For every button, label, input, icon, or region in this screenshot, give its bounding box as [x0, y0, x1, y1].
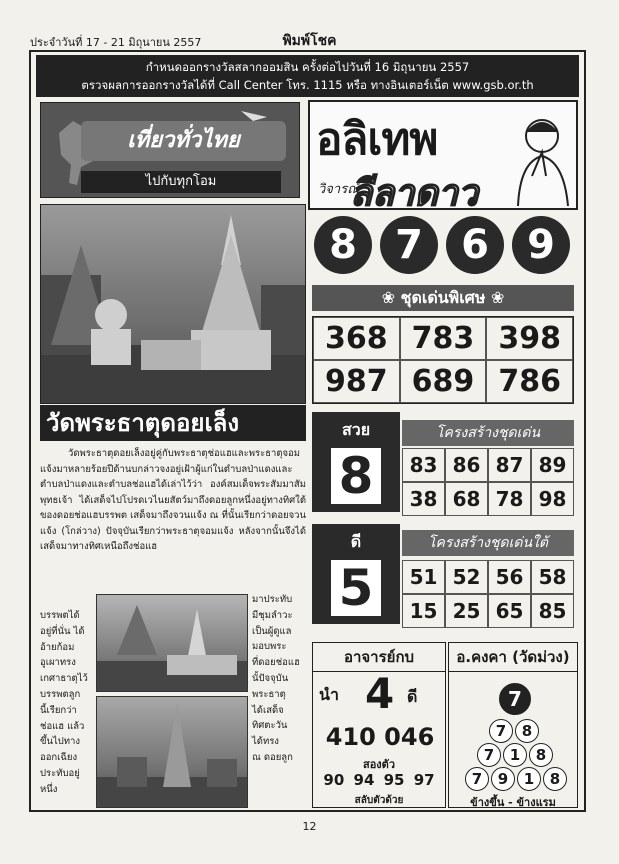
- temple-photo-small-2: [96, 696, 248, 808]
- pyramid-digit: 7: [477, 743, 501, 767]
- banner-line-2: ตรวจผลการออกรางวัลได้ที่ Call Center โทร. 1115 หรือ ทางอินเตอร์เน็ต www.gsb.or.th: [81, 78, 534, 92]
- pyramid-digit: 9: [491, 767, 515, 791]
- pagoda-illustration-small: [97, 595, 248, 692]
- master-right-box: [448, 642, 578, 808]
- article-title: วัดพระธาตุดอยเล็ง: [40, 405, 306, 441]
- swap-note: สลับตัวด้วย: [354, 795, 404, 806]
- column-right-line: เป็นผู้ดูแล: [252, 625, 292, 637]
- bottom-digit: 5: [331, 560, 381, 616]
- column-left-line: ประทับอยู่: [40, 767, 80, 779]
- bottom-structure-header: โครงสร้างชุดเด่นใต้: [402, 530, 574, 556]
- good-label: ดี: [407, 687, 418, 706]
- column-left-line: อ้ายก้อม: [40, 641, 75, 653]
- column-right-line: นั้ปัจจุบัน: [252, 672, 289, 684]
- bottom-number: 51: [402, 560, 445, 594]
- bottom-number: 58: [531, 560, 574, 594]
- brand-small: วิจารณ์: [318, 182, 360, 197]
- column-right-line: ณ ดอยลูก: [252, 751, 293, 763]
- column-right-line: มอบพระ: [252, 641, 287, 653]
- top-structure-grid: [402, 448, 574, 516]
- brand-sub: ลีลาดาว: [350, 173, 479, 214]
- brand-box: [308, 100, 578, 214]
- bottom-number: 15: [402, 594, 445, 628]
- column-left-line: อยู่ที่นั่น ได้: [40, 625, 85, 637]
- flower-icon: ❀: [485, 288, 505, 307]
- master-left-box: [312, 642, 446, 808]
- column-left-line: นี้เรียกว่า: [40, 704, 77, 716]
- column-right-line: ได้เสด็จ: [252, 704, 284, 716]
- top-number: 89: [531, 448, 574, 482]
- bottom-number: 25: [445, 594, 488, 628]
- column-left-line: ช่อแฮ แล้ว: [40, 720, 85, 732]
- bottom-number: 52: [445, 560, 488, 594]
- article-column-right: [252, 592, 306, 766]
- temple-photo-small-1: [96, 594, 248, 692]
- top-digit: 8: [331, 448, 381, 504]
- top-number: 83: [402, 448, 445, 482]
- pyramid-digit: 7: [465, 767, 489, 791]
- lucky-digit: 9: [512, 216, 570, 274]
- travel-subtitle: ไปกับทุกโอม: [81, 171, 281, 193]
- article-paragraph: วัดพระธาตุดอยเล็งอยู่คู่กับพระธาตุช่อแฮและพระธาตุจอมแจ้งมาหลายร้อยปีด้านบกล่าวจงอยู่เฝ้าผู้แก่ในตำบลป่าแดงและตำบลป่าแดงและตำบลช่อแฮได้เล่าไว้ว่า องค์สมเด็จพระสัมมาสัมพุทธเจ้า ได้เสด็จไปโปรดเวไนยสัตว์มาถึงดอยลูกหนึ่งอยู่ทางทิศใต้ของดอยช่อแฮบรรพต เสด็จมาถึงจวนแจ้ง ณ ที่นั้นเรียกว่าดอยจวนแจ้ง (โกล่วาง) ปัจจุบันเรียกว่าพระธาตุจอมแจ้ง หลังจากนั้นจึงได้เสด็จมาทางทิศเหนือถึงช่อแฮ: [40, 448, 306, 552]
- pyramid-digit: 8: [543, 767, 567, 791]
- page-number: 12: [302, 820, 317, 833]
- bottom-label: ดี: [350, 532, 362, 551]
- top-number: 38: [402, 482, 445, 516]
- special-grid: [312, 316, 574, 404]
- column-left-line: เกศาธาตุไว้: [40, 673, 88, 685]
- bottom-number: 65: [488, 594, 531, 628]
- top-label: สวย: [341, 420, 371, 439]
- top-number: 68: [445, 482, 488, 516]
- column-left-line: บรรพตลูก: [40, 688, 81, 700]
- lead-label: นำ: [319, 685, 339, 704]
- column-right-line: ได้ทรง: [252, 736, 279, 748]
- column-left-line: บรรพตได้: [40, 610, 80, 621]
- special-header: [312, 285, 574, 311]
- bottom-structure-grid: [402, 560, 574, 628]
- special-number: 783: [400, 317, 487, 360]
- lead-digit: 4: [365, 669, 395, 718]
- lucky-digit: 7: [380, 216, 438, 274]
- brand-name: อลิเทพ: [316, 114, 438, 165]
- column-left-line: อูเผาทรง: [40, 657, 76, 669]
- master-left-header: อาจารย์กบ: [313, 643, 445, 672]
- fortune-teller-icon: [506, 106, 576, 206]
- column-right-line: ที่ดอยช่อแฮ: [252, 657, 300, 669]
- column-right-line: พระธาตุ: [252, 688, 286, 700]
- temple-photo: [40, 204, 306, 404]
- two-digit-numbers: 90 94 95 97: [323, 771, 435, 789]
- special-number: 689: [400, 360, 487, 403]
- lucky-digit: 8: [314, 216, 372, 274]
- top-number: 87: [488, 448, 531, 482]
- master-right-header: อ.คงคา (วัดม่วง): [449, 643, 577, 672]
- master-right-footer: ข้างขึ้น - ข้างแรม: [470, 796, 556, 809]
- flower-icon: ❀: [381, 288, 401, 307]
- article-body: [40, 446, 306, 555]
- column-right-line: ทิศตะวัน: [252, 720, 288, 732]
- special-header-label: ชุดเด่นพิเศษ: [400, 288, 486, 307]
- bottom-number: 85: [531, 594, 574, 628]
- top-number: 86: [445, 448, 488, 482]
- bottom-digit-box: [312, 524, 400, 624]
- top-structure-header: โครงสร้างชุดเด่น: [402, 420, 574, 446]
- column-left-line: หนึ่ง: [40, 783, 58, 795]
- pyramid-digit: 8: [529, 743, 553, 767]
- pyramid-digit: 7: [489, 719, 513, 743]
- top-digit-box: [312, 412, 400, 512]
- three-digit-pair: 410 046: [325, 723, 435, 751]
- top-number: 78: [488, 482, 531, 516]
- pyramid-digit: 1: [517, 767, 541, 791]
- column-left-line: ออกเฉียง: [40, 752, 78, 764]
- pyramid-digit: 7: [499, 683, 531, 715]
- pagoda-illustration-small-2: [97, 697, 248, 808]
- lucky-digit: 6: [446, 216, 504, 274]
- special-number: 987: [313, 360, 400, 403]
- pyramid-digit: 1: [503, 743, 527, 767]
- gsb-banner: [36, 55, 579, 97]
- banner-line-1: กำหนดออกรางวัลสลากออมสิน ครั้งต่อไปวันที่ 16 มิถุนายน 2557: [145, 60, 470, 74]
- special-number: 368: [313, 317, 400, 360]
- pagoda-illustration: [41, 205, 306, 404]
- top-number: 98: [531, 482, 574, 516]
- special-number: 398: [486, 317, 573, 360]
- column-right-line: มีชุมลำวะ: [252, 609, 293, 621]
- issue-date: ประจำวันที่ 17 - 21 มิถุนายน 2557: [30, 36, 202, 49]
- column-right-line: มาประทับ: [252, 594, 293, 605]
- special-number: 786: [486, 360, 573, 403]
- travel-logo: [40, 102, 300, 198]
- article-column-left: [40, 608, 94, 798]
- travel-title: เที่ยวทั่วไทย: [81, 121, 286, 161]
- two-digit-label: สองตัว: [362, 758, 395, 771]
- bottom-number: 56: [488, 560, 531, 594]
- magazine-title: พิมพ์โชค: [282, 33, 337, 49]
- pyramid-digit: 8: [515, 719, 539, 743]
- column-left-line: ขึ้นไปทาง: [40, 736, 81, 748]
